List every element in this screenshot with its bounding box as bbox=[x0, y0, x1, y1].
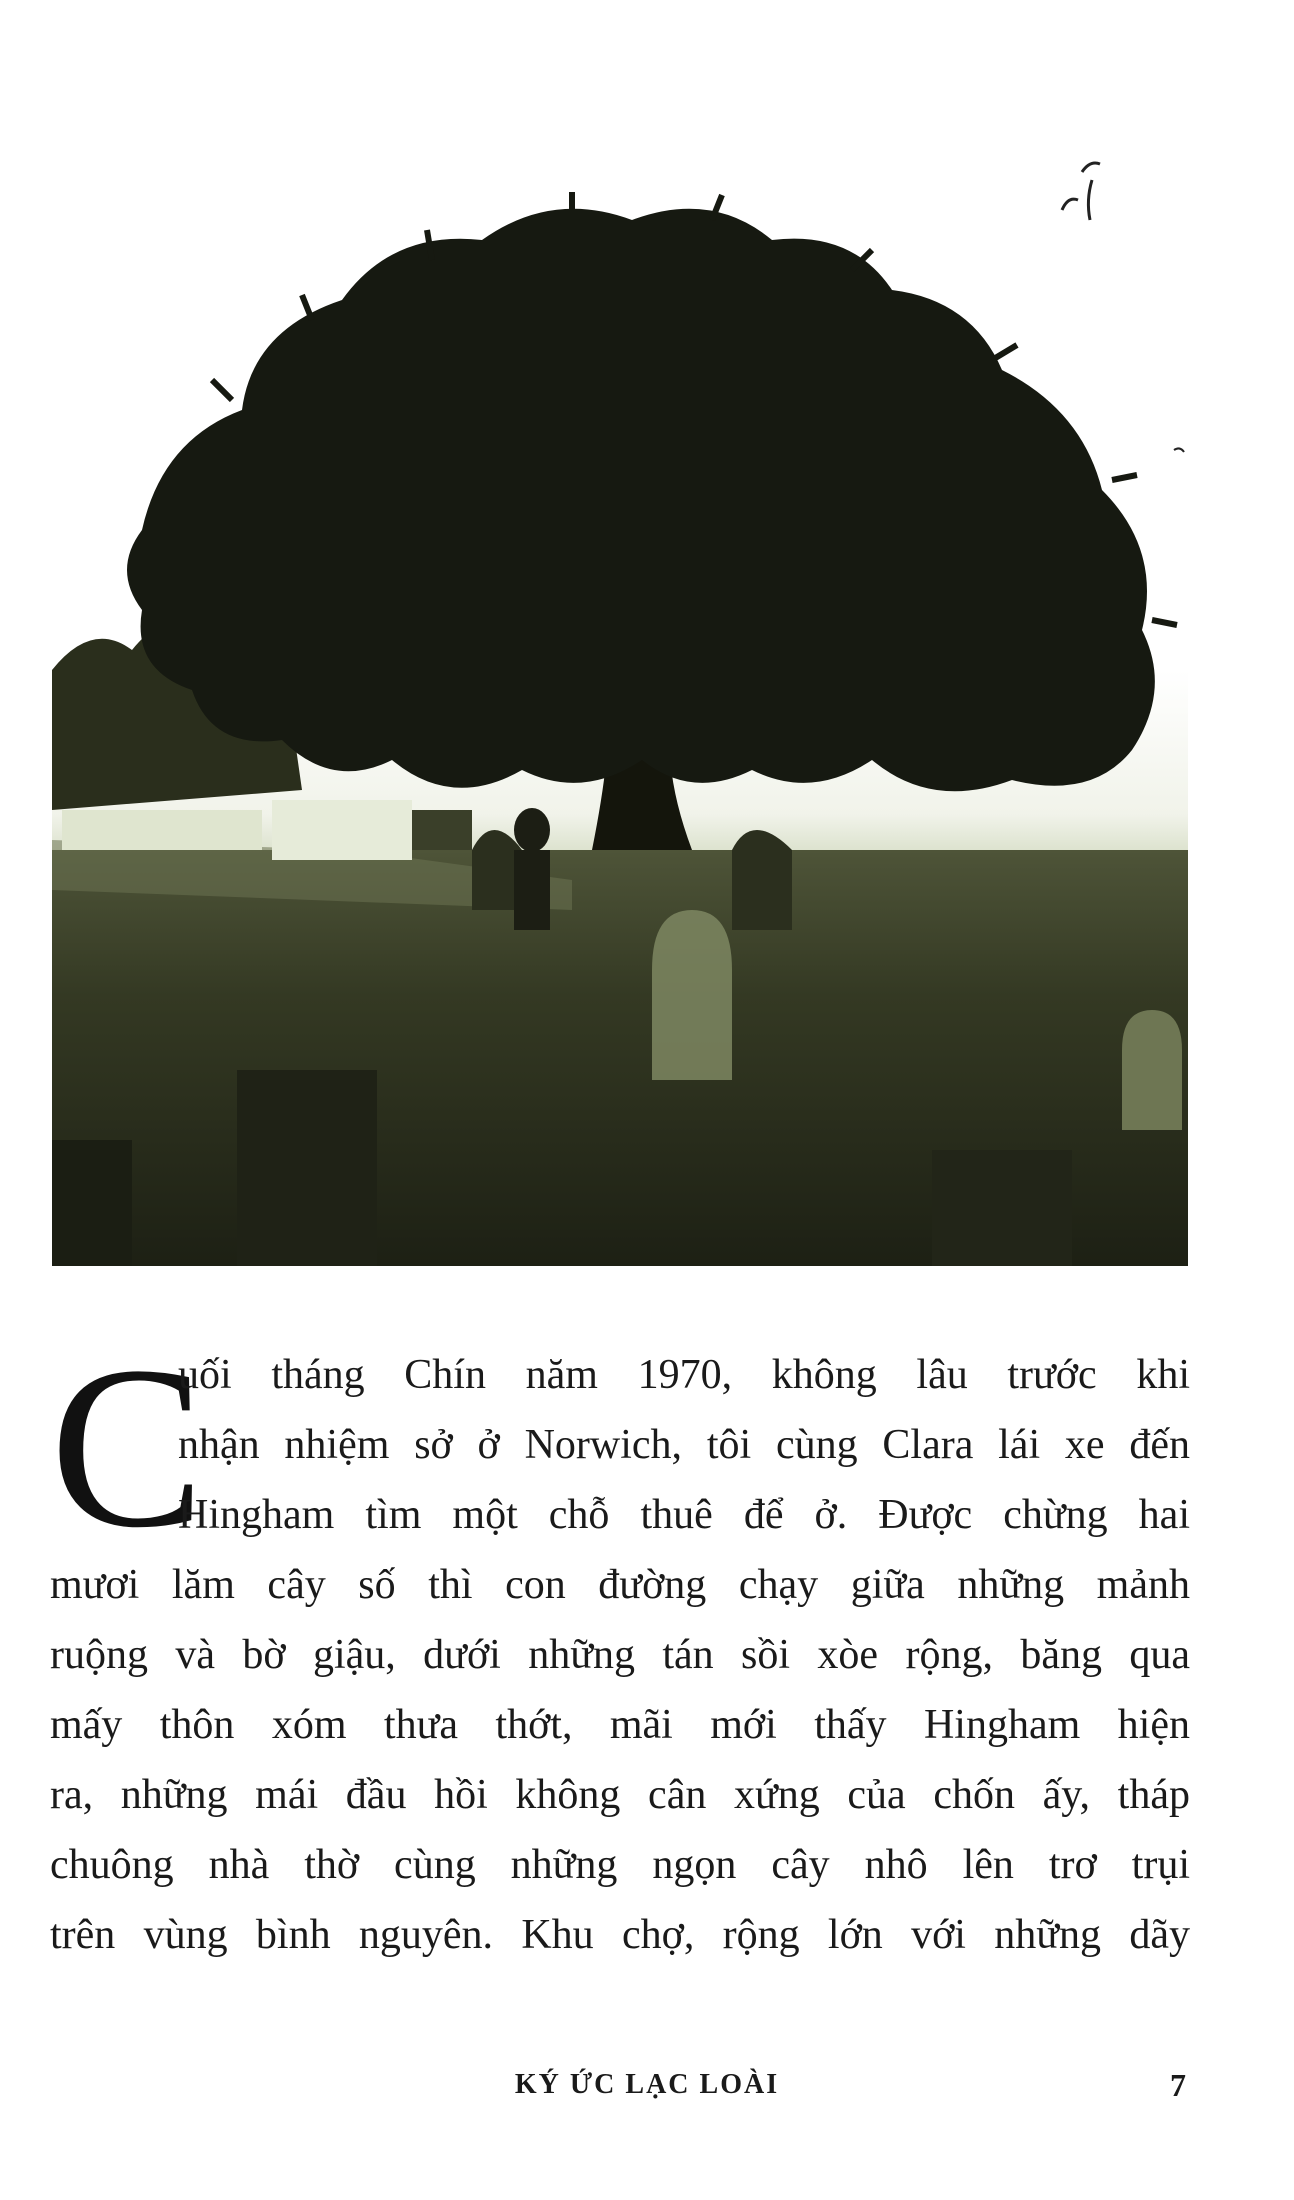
text-line: uối tháng Chín năm 1970, không lâu trước khi bbox=[178, 1352, 1190, 1398]
churchyard-tree-photo bbox=[52, 150, 1188, 1266]
text-line: mấy thôn xóm thưa thớt, mãi mới thấy Hingham hiện bbox=[50, 1702, 1190, 1748]
text-line: nhận nhiệm sở ở Norwich, tôi cùng Clara lái xe đến bbox=[178, 1422, 1190, 1468]
drop-cap: C bbox=[50, 1319, 205, 1576]
text-line: ra, những mái đầu hồi không cân xứng của chốn ấy, tháp bbox=[50, 1772, 1190, 1818]
text-line: mươi lăm cây số thì con đường chạy giữa những mảnh bbox=[50, 1562, 1190, 1608]
text-line: Hingham tìm một chỗ thuê để ở. Được chừng hai bbox=[178, 1492, 1190, 1538]
running-title: KÝ ỨC LẠC LOÀI bbox=[514, 2069, 780, 2100]
text-line: ruộng và bờ giậu, dưới những tán sồi xòe rộng, băng qua bbox=[50, 1632, 1190, 1678]
text-line: chuông nhà thờ cùng những ngọn cây nhô lên trơ trụi bbox=[50, 1842, 1190, 1888]
page-number: 7 bbox=[1170, 2067, 1186, 2103]
page-footer bbox=[0, 2055, 1294, 2115]
body-text bbox=[50, 1319, 1190, 1970]
text-line: trên vùng bình nguyên. Khu chợ, rộng lớn với những dãy bbox=[50, 1912, 1190, 1958]
